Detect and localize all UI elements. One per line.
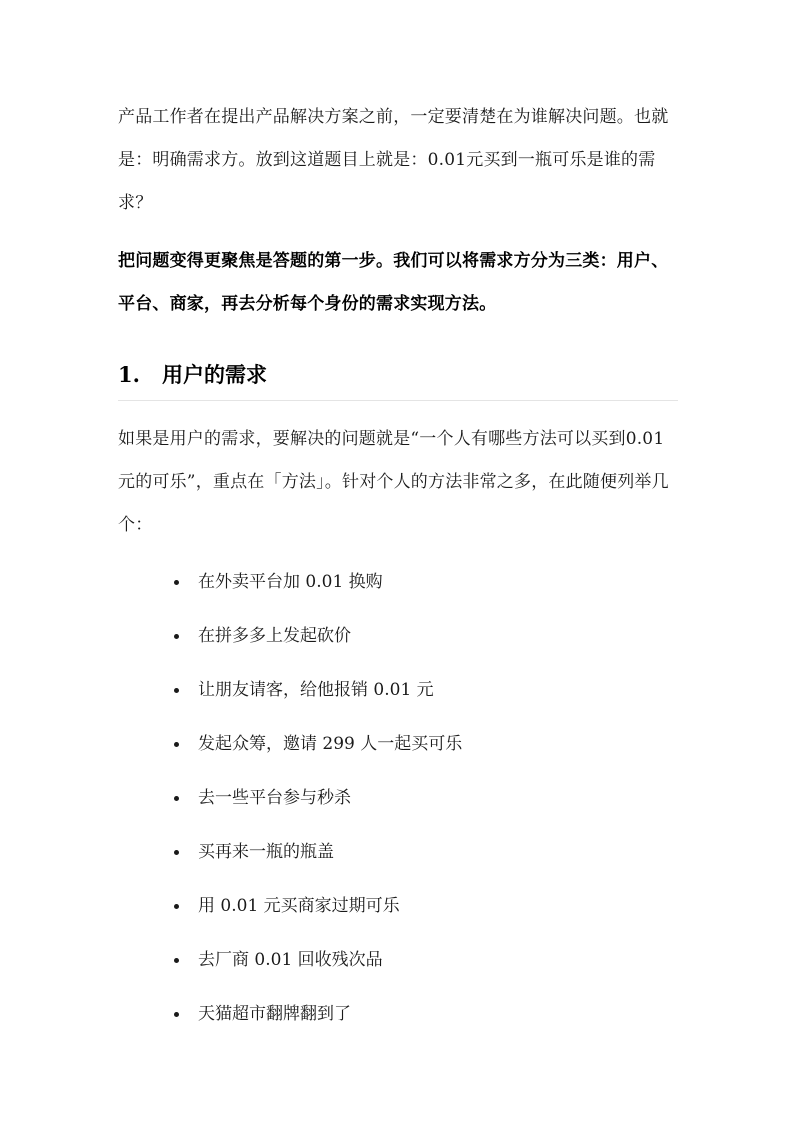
list-item: 在拼多多上发起砍价 bbox=[170, 616, 462, 670]
section-title: 用户的需求 bbox=[162, 362, 267, 387]
bullet-icon bbox=[174, 796, 179, 801]
list-item: 买再来一瓶的瓶盖 bbox=[170, 832, 462, 886]
bullet-icon bbox=[174, 1012, 179, 1017]
list-item: 去厂商 0.01 回收残次品 bbox=[170, 940, 462, 994]
list-item: 在外卖平台加 0.01 换购 bbox=[170, 562, 462, 616]
bullet-icon bbox=[174, 634, 179, 639]
bullet-icon bbox=[174, 742, 179, 747]
list-item: 去一些平台参与秒杀 bbox=[170, 778, 462, 832]
list-item: 让朋友请客，给他报销 0.01 元 bbox=[170, 670, 462, 724]
bullet-icon bbox=[174, 850, 179, 855]
methods-list bbox=[170, 562, 462, 1048]
intro-paragraph: 产品工作者在提出产品解决方案之前，一定要清楚在为谁解决问题。也就是：明确需求方。放到这道题目上就是：0.01元买到一瓶可乐是谁的需求？ bbox=[118, 107, 669, 213]
bullet-icon bbox=[174, 688, 179, 693]
bullet-icon bbox=[174, 958, 179, 963]
list-item: 用 0.01 元买商家过期可乐 bbox=[170, 886, 462, 940]
section-divider bbox=[118, 400, 678, 401]
bullet-icon bbox=[174, 904, 179, 909]
section-number: 1. bbox=[118, 362, 140, 387]
list-item: 天猫超市翻牌翻到了 bbox=[170, 994, 462, 1048]
bullet-icon bbox=[174, 580, 179, 585]
emphasis-paragraph: 把问题变得更聚焦是答题的第一步。我们可以将需求方分为三类：用户、平台、商家，再去分析每个身份的需求实现方法。 bbox=[118, 251, 669, 314]
section-intro-paragraph: 如果是用户的需求，要解决的问题就是“一个人有哪些方法可以买到0.01元的可乐”，重点在「方法」。针对个人的方法非常之多，在此随便列举几个： bbox=[118, 429, 669, 535]
section-heading bbox=[118, 355, 678, 395]
list-item: 发起众筹，邀请 299 人一起买可乐 bbox=[170, 724, 462, 778]
